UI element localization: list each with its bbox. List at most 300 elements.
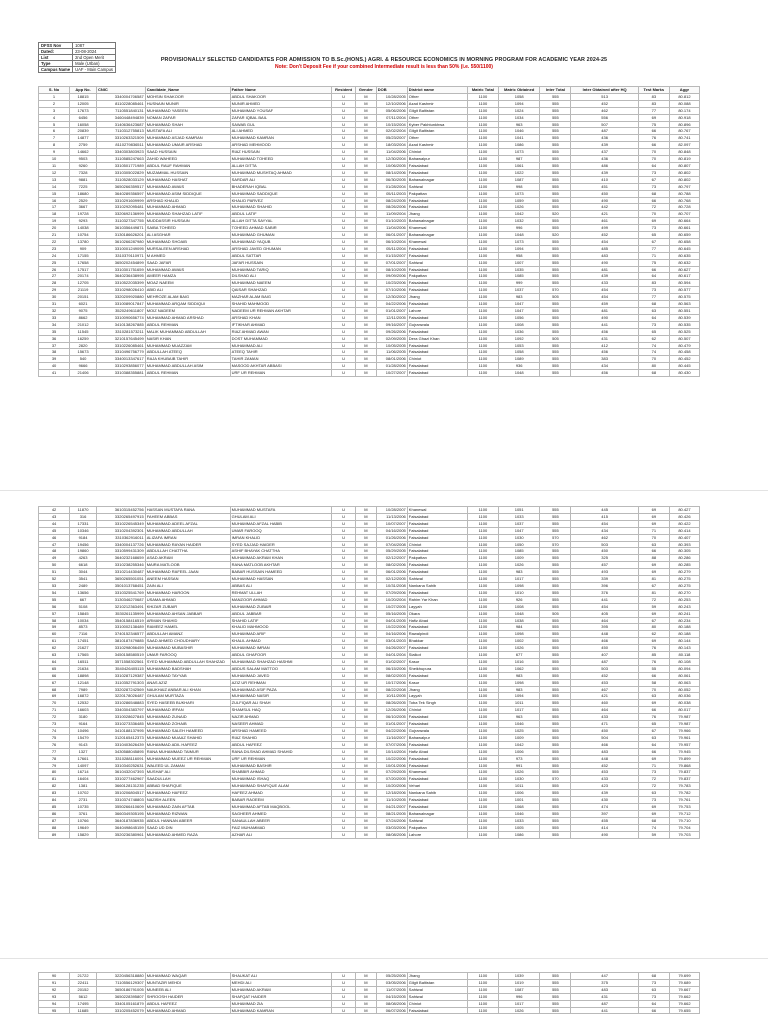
father-name-cell: ARSHAD HAMEED (230, 728, 332, 735)
serial-cell: 70 (39, 700, 70, 707)
test-marks-cell: 80 (638, 624, 669, 631)
inter-obtained-cell: 483 (571, 986, 638, 993)
matric-obtained-cell: 1022 (498, 169, 539, 176)
column-header: CNIC (97, 87, 146, 94)
test-marks-cell: 63 (638, 693, 669, 700)
gender-cell: M (356, 576, 377, 583)
resident-cell: U (332, 576, 356, 583)
serial-cell: 73 (39, 721, 70, 728)
dob-cell: 04/22/2006 (376, 728, 407, 735)
cnic-cell: 3310379110971 (97, 252, 146, 259)
candidate-name-cell: ABDULLAH CHATTHA (145, 548, 230, 555)
cnic-cell: 7110551840131 (97, 107, 146, 114)
table-row (39, 349, 700, 356)
app-no-cell: 667 (70, 596, 97, 603)
serial-cell: 62 (39, 645, 70, 652)
table-row (39, 707, 700, 714)
resident-cell: U (332, 589, 356, 596)
candidate-name-cell: MUDDASSIR HUSSAIN (145, 218, 230, 225)
app-no-cell: 6618 (70, 562, 97, 569)
father-name-cell: FAIZ MUHAMMAD (230, 824, 332, 831)
inter-total-cell: 555 (540, 569, 571, 576)
candidate-name-cell: MAIRA MATLOOB (145, 562, 230, 569)
table-row (39, 714, 700, 721)
app-no-cell: 9184 (70, 534, 97, 541)
matric-obtained-cell: 1086 (498, 142, 539, 149)
aggregate-cell: 80.661 (669, 225, 699, 232)
inter-total-cell: 570 (540, 776, 571, 783)
inter-obtained-cell: 383 (571, 356, 638, 363)
gender-cell: M (356, 714, 377, 721)
inter-obtained-cell: 481 (571, 266, 638, 273)
serial-cell: 94 (39, 1000, 70, 1007)
inter-obtained-cell: 464 (571, 617, 638, 624)
table-row (39, 534, 700, 541)
district-cell: Layyah (407, 603, 467, 610)
matric-obtained-cell: 1050 (498, 541, 539, 548)
gender-cell: M (356, 513, 377, 520)
test-marks-cell: 66 (638, 548, 669, 555)
resident-cell: U (332, 610, 356, 617)
matric-total-cell: 1100 (467, 803, 498, 810)
table-row (39, 232, 700, 239)
father-name-cell: MUHAMMAD SHAFIQUE ALAM (230, 783, 332, 790)
cnic-cell: 3610356449871 (97, 225, 146, 232)
serial-cell: 4 (39, 114, 70, 121)
matric-total-cell: 1100 (467, 176, 498, 183)
matric-obtained-cell: 1068 (498, 803, 539, 810)
app-no-cell: 17565 (70, 652, 97, 659)
resident-cell: U (332, 156, 356, 163)
inter-total-cell: 555 (540, 986, 571, 993)
district-cell: Faisalabad (407, 280, 467, 287)
cnic-cell: 3320209920880 (97, 294, 146, 301)
inter-obtained-cell: 456 (571, 370, 638, 377)
test-marks-cell: 71 (638, 252, 669, 259)
father-name-cell: KHALID MAHMOOD (230, 624, 332, 631)
matric-total-cell: 1100 (467, 93, 498, 100)
district-cell: Faisalabad (407, 363, 467, 370)
table-row (39, 569, 700, 576)
matric-obtained-cell: 1059 (498, 197, 539, 204)
matric-total-cell: 1100 (467, 232, 498, 239)
app-no-cell: 7989 (70, 686, 97, 693)
district-cell: Lahore (407, 308, 467, 315)
cnic-cell: 3130346270687 (97, 596, 146, 603)
inter-total-cell: 555 (540, 589, 571, 596)
app-no-cell: 16511 (70, 658, 97, 665)
column-header: App No. (70, 87, 97, 94)
aggregate-cell: 80.253 (669, 596, 699, 603)
matric-total-cell: 1100 (467, 162, 498, 169)
dob-cell: 06/01/2006 (376, 569, 407, 576)
resident-cell: U (332, 721, 356, 728)
candidate-name-cell: AMEER HAMZA (145, 273, 230, 280)
cnic-cell: 3310281573211 (97, 328, 146, 335)
inter-total-cell: 555 (540, 190, 571, 197)
district-cell: Faisalabad (407, 328, 467, 335)
merit-table-section (38, 86, 700, 377)
inter-total-cell: 555 (540, 555, 571, 562)
father-name-cell: NASEER AHMAD (230, 721, 332, 728)
resident-cell: U (332, 507, 356, 514)
aggregate-cell: 80.243 (669, 603, 699, 610)
inter-total-cell: 570 (540, 534, 571, 541)
candidate-name-cell: NOMAN ZAFAR (145, 114, 230, 121)
inter-total-cell: 555 (540, 824, 571, 831)
test-marks-cell: 83 (638, 100, 669, 107)
test-marks-cell: 66 (638, 142, 669, 149)
aggregate-cell: 80.577 (669, 287, 699, 294)
inter-total-cell: 555 (540, 707, 571, 714)
test-marks-cell: 74 (638, 342, 669, 349)
gender-cell: M (356, 266, 377, 273)
resident-cell: U (332, 301, 356, 308)
candidate-name-cell: MUHAMMAD IRFAN (145, 707, 230, 714)
resident-cell: U (332, 114, 356, 121)
matric-obtained-cell: 1032 (498, 218, 539, 225)
matric-obtained-cell: 1006 (498, 748, 539, 755)
dob-cell: 10/15/2004 (376, 121, 407, 128)
table-row (39, 294, 700, 301)
cnic-cell: 3310496756779 (97, 349, 146, 356)
district-cell: Gilgit Baltistan (407, 107, 467, 114)
aggregate-cell: 80.707 (669, 211, 699, 218)
candidate-name-cell: NAUKHAIZ ANBAR ALI KHAN (145, 686, 230, 693)
district-cell: Jhang (407, 686, 467, 693)
candidate-name-cell: GHULAM MURTAZA (145, 693, 230, 700)
app-no-cell: 3761 (70, 810, 97, 817)
aggregate-cell: 80.807 (669, 162, 699, 169)
serial-cell: 1 (39, 93, 70, 100)
inter-obtained-cell: 504 (571, 734, 638, 741)
serial-cell: 24 (39, 252, 70, 259)
inter-total-cell: 555 (540, 507, 571, 514)
candidate-name-cell: MUHAMMAD SALEH HAMEED (145, 728, 230, 735)
cnic-cell: 3310286548883 (97, 700, 146, 707)
table-row (39, 783, 700, 790)
cnic-cell: 3810187479885 (97, 638, 146, 645)
table-row (39, 658, 700, 665)
matric-total-cell: 1100 (467, 342, 498, 349)
cnic-cell: 3650228395807 (97, 993, 146, 1000)
aggregate-cell: 80.896 (669, 121, 699, 128)
resident-cell: U (332, 734, 356, 741)
matric-obtained-cell: 1073 (498, 149, 539, 156)
aggregate-cell: 80.658 (669, 238, 699, 245)
gender-cell: M (356, 287, 377, 294)
gender-cell: M (356, 238, 377, 245)
matric-obtained-cell: 1035 (498, 266, 539, 273)
aggregate-cell: 79.712 (669, 810, 699, 817)
inter-obtained-cell: 450 (571, 190, 638, 197)
candidate-name-cell: MUHAMMAD AHMED RAZA (145, 831, 230, 838)
cnic-cell: 3610266287980 (97, 238, 146, 245)
inter-total-cell: 555 (540, 308, 571, 315)
cnic-cell: 3650266359517 (97, 183, 146, 190)
dob-cell: 01/10/2003 (376, 218, 407, 225)
test-marks-cell: 64 (638, 1000, 669, 1007)
cnic-cell: 3320287242569 (97, 686, 146, 693)
inter-total-cell: 555 (540, 993, 571, 1000)
gender-cell: M (356, 810, 377, 817)
resident-cell: U (332, 100, 356, 107)
merit-table (38, 506, 700, 839)
resident-cell: U (332, 534, 356, 541)
serial-cell: 66 (39, 672, 70, 679)
matric-total-cell: 1100 (467, 218, 498, 225)
dob-cell: 09/09/2006 (376, 273, 407, 280)
district-cell: Sialkot (407, 652, 467, 659)
matric-total-cell: 1100 (467, 135, 498, 142)
gender-cell: M (356, 121, 377, 128)
matric-total-cell: 1100 (467, 156, 498, 163)
matric-obtained-cell: 987 (498, 156, 539, 163)
merit-table (38, 86, 700, 377)
resident-cell: U (332, 370, 356, 377)
matric-obtained-cell: 1025 (498, 728, 539, 735)
app-no-cell: 12532 (70, 700, 97, 707)
inter-total-cell: 555 (540, 93, 571, 100)
gender-cell: M (356, 569, 377, 576)
test-marks-cell: 67 (638, 582, 669, 589)
resident-cell: U (332, 686, 356, 693)
inter-total-cell: 555 (540, 218, 571, 225)
district-cell: Hafiz Abad (407, 748, 467, 755)
candidate-name-cell: ABID ALI (145, 287, 230, 294)
aggregate-cell: 80.393 (669, 541, 699, 548)
inter-total-cell: 555 (540, 783, 571, 790)
father-name-cell: RIAZ HUSSAIN (230, 149, 332, 156)
matric-obtained-cell: 1094 (498, 245, 539, 252)
resident-cell: U (332, 707, 356, 714)
inter-total-cell: 555 (540, 266, 571, 273)
serial-cell: 43 (39, 513, 70, 520)
matric-obtained-cell: 1051 (498, 507, 539, 514)
inter-obtained-cell: 433 (571, 280, 638, 287)
cnic-cell: 3310301751659 (97, 266, 146, 273)
app-no-cell: 21634 (70, 665, 97, 672)
inter-total-cell: 555 (540, 100, 571, 107)
matric-obtained-cell: 926 (498, 596, 539, 603)
dob-cell: 04/21/2007 (376, 803, 407, 810)
matric-total-cell: 1100 (467, 204, 498, 211)
aggregate-cell: 80.918 (669, 114, 699, 121)
matric-obtained-cell: 1098 (498, 631, 539, 638)
table-row (39, 1007, 700, 1014)
father-name-cell: RANA DILSHAD AHMAD SHAHID (230, 748, 332, 755)
cnic-cell: 3310089017847 (97, 301, 146, 308)
cnic-cell: 3320692136999 (97, 211, 146, 218)
gender-cell: M (356, 149, 377, 156)
cnic-cell: 3310340252631 (97, 762, 146, 769)
table-row (39, 520, 700, 527)
dob-cell: 12/10/2006 (376, 100, 407, 107)
gender-cell: M (356, 776, 377, 783)
resident-cell: U (332, 335, 356, 342)
matric-total-cell: 1100 (467, 665, 498, 672)
table-row (39, 831, 700, 838)
inter-total-cell: 555 (540, 363, 571, 370)
serial-cell: 25 (39, 259, 70, 266)
table-row (39, 693, 700, 700)
inter-obtained-cell: 421 (571, 693, 638, 700)
serial-cell: 88 (39, 824, 70, 831)
test-marks-cell: 63 (638, 308, 669, 315)
table-row (39, 107, 700, 114)
aggregate-cell: 80.797 (669, 183, 699, 190)
matric-obtained-cell: 1098 (498, 582, 539, 589)
inter-obtained-cell: 431 (571, 335, 638, 342)
candidate-name-cell: MUHAMMAD ABDULLAH ASIM (145, 363, 230, 370)
app-no-cell: 10754 (70, 232, 97, 239)
district-cell: Faisalabad (407, 162, 467, 169)
dob-cell: 08/01/2006 (376, 356, 407, 363)
district-cell: Faisalabad (407, 513, 467, 520)
table-header-row (39, 87, 700, 94)
gender-cell: M (356, 183, 377, 190)
gender-cell: M (356, 762, 377, 769)
cnic-cell: 3310403626439 (97, 741, 146, 748)
district-cell: Khanewal (407, 238, 467, 245)
test-marks-cell: 55 (638, 665, 669, 672)
matric-obtained-cell: 1048 (498, 610, 539, 617)
test-marks-cell: 75 (638, 121, 669, 128)
matric-total-cell: 1100 (467, 520, 498, 527)
serial-cell: 36 (39, 335, 70, 342)
app-no-cell: 3667 (70, 204, 97, 211)
info-key: Type (39, 61, 73, 67)
matric-total-cell: 1100 (467, 308, 498, 315)
inter-obtained-cell: 423 (571, 783, 638, 790)
inter-total-cell: 555 (540, 135, 571, 142)
matric-obtained-cell: 1048 (498, 370, 539, 377)
inter-obtained-cell: 433 (571, 776, 638, 783)
matric-total-cell: 1100 (467, 183, 498, 190)
app-no-cell: 9666 (70, 363, 97, 370)
column-header: Inter Obtained after HQ (571, 87, 638, 94)
district-cell: Gilgit Baltistan (407, 128, 467, 135)
app-no-cell: 17517 (70, 266, 97, 273)
test-marks-cell: 66 (638, 707, 669, 714)
serial-cell: 82 (39, 783, 70, 790)
father-name-cell: MUHAMMAD YOUSAF (230, 107, 332, 114)
app-no-cell: 18680 (70, 190, 97, 197)
dob-cell: 07/04/2008 (376, 541, 407, 548)
matric-total-cell: 1100 (467, 100, 498, 107)
father-name-cell: ASHIF BHAYAK CHATTHA (230, 548, 332, 555)
test-marks-cell: 69 (638, 810, 669, 817)
cnic-cell: 3550266410609 (97, 803, 146, 810)
dob-cell: 12/30/2002 (376, 294, 407, 301)
father-name-cell: MUHAMMAD MUSTAFA (230, 507, 332, 514)
dob-cell: 09/26/2006 (376, 328, 407, 335)
info-key: Campus Name (39, 67, 73, 73)
district-cell: Faisalabad (407, 342, 467, 349)
district-cell: Faisalabad (407, 569, 467, 576)
father-name-cell: HAFEEZ AHMAD (230, 790, 332, 797)
matric-obtained-cell: 1048 (498, 232, 539, 239)
inter-total-cell: 555 (540, 107, 571, 114)
matric-obtained-cell: 1047 (498, 301, 539, 308)
dob-cell: 10/07/2007 (376, 520, 407, 527)
father-name-cell: MANZOOR AHMAD (230, 596, 332, 603)
aggregate-cell: 79.710 (669, 817, 699, 824)
cnic-cell: 8110228085461 (97, 100, 146, 107)
matric-obtained-cell: 1008 (498, 321, 539, 328)
aggregate-cell: 80.061 (669, 672, 699, 679)
inter-total-cell: 555 (540, 176, 571, 183)
table-row (39, 748, 700, 755)
test-marks-cell: 73 (638, 993, 669, 1000)
aggregate-cell: 80.563 (669, 301, 699, 308)
aggregate-cell: 80.038 (669, 700, 699, 707)
gender-cell: M (356, 610, 377, 617)
matric-total-cell: 1100 (467, 603, 498, 610)
father-name-cell: ZAFAR IQBAL BAIL (230, 114, 332, 121)
matric-obtained-cell: 1094 (498, 100, 539, 107)
app-no-cell: 12005 (70, 100, 97, 107)
candidate-name-cell: ALI ASGHAR (145, 232, 230, 239)
cnic-cell: 3640232168659 (97, 555, 146, 562)
test-marks-cell: 68 (638, 370, 669, 377)
inter-obtained-cell: 412 (571, 342, 638, 349)
aggregate-cell: 80.525 (669, 328, 699, 335)
serial-cell: 35 (39, 328, 70, 335)
info-value: 23-08-2024 (73, 49, 116, 55)
district-cell: Faisalabad (407, 803, 467, 810)
matric-total-cell: 1100 (467, 107, 498, 114)
candidate-name-cell: MUHAMMAD HASHAT (145, 176, 230, 183)
candidate-name-cell: MALIK MUHAMMAD ABDULLAH (145, 328, 230, 335)
serial-cell: 22 (39, 238, 70, 245)
table-row (39, 803, 700, 810)
resident-cell: U (332, 356, 356, 363)
matric-total-cell: 1100 (467, 356, 498, 363)
resident-cell: U (332, 225, 356, 232)
father-name-cell: MUHAMMAD AFZAL HABIB (230, 520, 332, 527)
matric-total-cell: 1100 (467, 610, 498, 617)
district-cell: Chiniot (407, 1000, 467, 1007)
cnic-cell: 3640187836935 (97, 817, 146, 824)
resident-cell: U (332, 527, 356, 534)
matric-total-cell: 1100 (467, 287, 498, 294)
district-cell: Faisalabad (407, 721, 467, 728)
district-cell: Sheikhupura (407, 665, 467, 672)
gender-cell: M (356, 190, 377, 197)
resident-cell: U (332, 128, 356, 135)
inter-total-cell: 555 (540, 156, 571, 163)
dob-cell: 02/02/2004 (376, 128, 407, 135)
matric-total-cell: 1100 (467, 748, 498, 755)
cnic-cell: 3310501771989 (97, 162, 146, 169)
table-row (39, 273, 700, 280)
matric-total-cell: 1100 (467, 507, 498, 514)
list-title: PROVISIONALLY SELECTED CANDIDATES FOR ADMISSION TO B.Sc.(HONS.) AGRI. & RESOURCE ECONOMICS IN MORNING PROGRAM FOR ACADEMIC YEAR 2024-25 (160, 57, 608, 63)
matric-total-cell: 1100 (467, 686, 498, 693)
merit-table (38, 972, 700, 1014)
dob-cell: 09/16/2007 (376, 321, 407, 328)
inter-obtained-cell: 454 (571, 287, 638, 294)
resident-cell: U (332, 328, 356, 335)
app-no-cell: 21119 (70, 287, 97, 294)
aggregate-cell: 80.575 (669, 294, 699, 301)
inter-obtained-cell: 447 (571, 973, 638, 980)
table-row (39, 156, 700, 163)
inter-obtained-cell: 481 (571, 308, 638, 315)
matric-obtained-cell: 983 (498, 294, 539, 301)
candidate-name-cell: SHROOSH HAIDER (145, 993, 230, 1000)
